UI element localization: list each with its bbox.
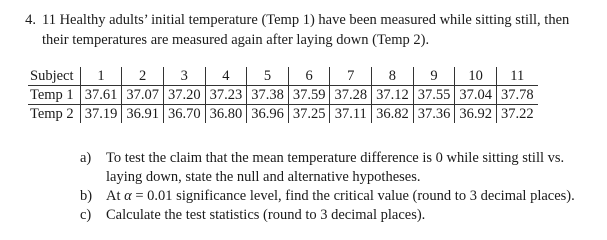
part-c <box>80 206 600 225</box>
subject-cell: 3 <box>163 67 205 86</box>
subject-cell: 11 <box>496 67 537 86</box>
table-cell: 36.70 <box>163 105 205 124</box>
table-cell: 37.59 <box>288 86 330 105</box>
part-c-label: c) <box>80 207 92 223</box>
table-cell: 37.28 <box>330 86 372 105</box>
table-cell: 37.78 <box>496 86 537 105</box>
question-number: 4. <box>25 12 36 28</box>
question-parts <box>80 149 600 225</box>
table-cell: 36.91 <box>122 105 164 124</box>
question-text-line-1: 11 Healthy adults’ initial temperature (Temp 1) have been measured while sitting still, then <box>42 12 570 28</box>
subject-cell: 5 <box>247 67 289 86</box>
table-cell: 37.19 <box>80 105 122 124</box>
table-row-temp1 <box>28 86 538 105</box>
table-row-temp2 <box>28 105 538 124</box>
table-header-row <box>28 67 538 86</box>
part-a-text-line-1: To test the claim that the mean temperature difference is 0 while sitting still vs. <box>106 150 565 166</box>
table-cell: 37.25 <box>288 105 330 124</box>
table-cell: 37.07 <box>122 86 164 105</box>
row-label: Temp 2 <box>30 106 74 122</box>
part-b-prefix: At <box>106 188 125 204</box>
subject-cell: 6 <box>288 67 330 86</box>
part-a-text-line-2: laying down, state the null and alternative hypotheses. <box>106 169 421 185</box>
table-header-label: Subject <box>28 67 80 86</box>
subject-cell: 7 <box>330 67 372 86</box>
subject-cell: 2 <box>122 67 164 86</box>
table-cell: 37.36 <box>413 105 455 124</box>
subject-cell: 9 <box>413 67 455 86</box>
part-c-text: Calculate the test statistics (round to 3 decimal places). <box>106 207 426 223</box>
table-cell: 36.82 <box>372 105 414 124</box>
table-cell: 36.80 <box>205 105 247 124</box>
subject-cell: 4 <box>205 67 247 86</box>
table-cell: 37.04 <box>455 86 497 105</box>
part-a <box>80 149 600 168</box>
alpha-symbol: α <box>124 188 132 204</box>
part-b <box>80 187 600 206</box>
table-cell: 37.11 <box>330 105 372 124</box>
table-cell: 37.12 <box>372 86 414 105</box>
part-b-text <box>106 187 575 206</box>
table-cell: 36.96 <box>247 105 289 124</box>
question-4 <box>10 10 600 50</box>
table-cell: 36.92 <box>455 105 497 124</box>
part-a-label: a) <box>80 150 92 166</box>
table-cell: 37.22 <box>496 105 537 124</box>
table-cell: 37.23 <box>205 86 247 105</box>
table-cell: 37.61 <box>80 86 122 105</box>
row-label: Temp 1 <box>28 86 80 105</box>
table-cell: 37.20 <box>163 86 205 105</box>
table-cell: 37.38 <box>247 86 289 105</box>
question-text-line-2: their temperatures are measured again after laying down (Temp 2). <box>42 32 430 48</box>
subject-cell: 10 <box>455 67 497 86</box>
temperature-table <box>28 67 538 123</box>
table-cell: 37.55 <box>413 86 455 105</box>
question-line-1 <box>10 10 600 30</box>
subject-cell: 1 <box>80 67 122 86</box>
subject-cell: 8 <box>372 67 414 86</box>
part-b-label: b) <box>80 188 93 204</box>
part-b-suffix: = 0.01 significance level, find the critical value (round to 3 decimal places). <box>131 188 575 204</box>
